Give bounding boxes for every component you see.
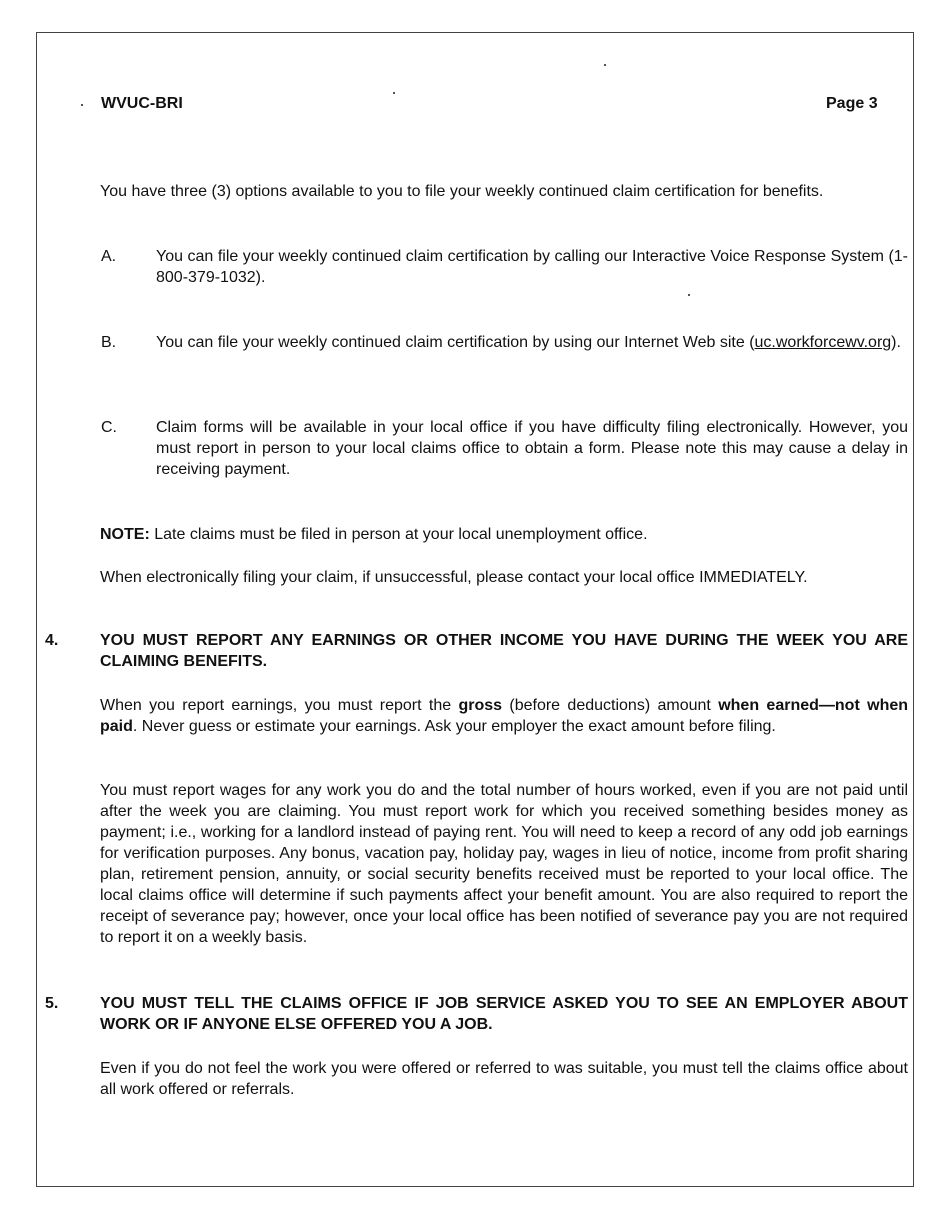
section-5-number: 5.	[45, 995, 59, 1012]
note-label: NOTE:	[100, 526, 150, 543]
option-a-letter: A.	[101, 248, 117, 265]
scan-speck	[604, 64, 606, 66]
option-a-text: You can file your weekly continued claim certification by calling our Interactive Voice Response System (1-800-379-1032).	[156, 248, 908, 286]
s4-p1-c: (before deductions) amount	[502, 697, 719, 714]
scan-speck	[688, 294, 690, 296]
scan-speck	[393, 92, 395, 94]
option-b-text-before: You can file your weekly continued claim certification by using our Internet Web site (	[156, 334, 755, 351]
option-b-letter: B.	[101, 334, 117, 351]
scan-speck	[81, 104, 83, 106]
s4-p1-e: . Never guess or estimate your earnings. Ask your employer the exact amount before filing.	[132, 718, 776, 735]
option-c-text: Claim forms will be available in your local office if you have difficulty filing electronically. However, you must report in person to your local claims office to obtain a form. Please note this may cause a delay in receiving payment.	[156, 419, 908, 478]
note-text: Late claims must be filed in person at your local unemployment office.	[149, 526, 648, 543]
s4-p1-when-earned: when earned—not when paid	[100, 697, 909, 735]
option-c-letter: C.	[101, 419, 117, 436]
section-4-number: 4.	[45, 632, 59, 649]
page-number: Page 3	[826, 95, 878, 112]
option-b-text-after: ).	[891, 334, 901, 351]
s4-p1-a: When you report earnings, you must report the	[100, 697, 459, 714]
option-b-text	[156, 332, 908, 353]
section-4-heading: YOU MUST REPORT ANY EARNINGS OR OTHER INCOME YOU HAVE DURING THE WEEK YOU ARE CLAIMING BENEFITS.	[100, 632, 908, 670]
form-id: WVUC-BRI	[101, 95, 183, 112]
section-4-paragraph-2: You must report wages for any work you do and the total number of hours worked, even if you are not paid until after the week you are claiming. You must report work for which you received something besides money as payment; i.e., working for a landlord instead of paying rent. You will need to keep a record of any odd job earnings for verification purposes. Any bonus, vacation pay, holiday pay, wages in lieu of notice, income from profit sharing plan, retirement pension, annuity, or social security benefits received must be reported to your local office. The local claims office will determine if such payments affect your benefit amount. You are also required to report the receipt of severance pay; however, once your local office has been notified of severance pay you are not required to report it on a weekly basis.	[100, 782, 908, 946]
section-5-heading: YOU MUST TELL THE CLAIMS OFFICE IF JOB SERVICE ASKED YOU TO SEE AN EMPLOYER ABOUT WORK OR IF ANYONE ELSE OFFERED YOU A JOB.	[100, 995, 908, 1033]
electronic-notice: When electronically filing your claim, if unsuccessful, please contact your local office IMMEDIATELY.	[100, 569, 808, 586]
intro-paragraph: You have three (3) options available to you to file your weekly continued claim certification for benefits.	[100, 183, 824, 200]
section-4-paragraph-1	[100, 695, 908, 737]
section-5-paragraph-1: Even if you do not feel the work you were offered or referred to was suitable, you must tell the claims office about all work offered or referrals.	[100, 1060, 908, 1098]
s4-p1-gross: gross	[458, 697, 503, 714]
note-paragraph	[100, 524, 908, 545]
website-link[interactable]: uc.workforcewv.org	[754, 334, 892, 351]
